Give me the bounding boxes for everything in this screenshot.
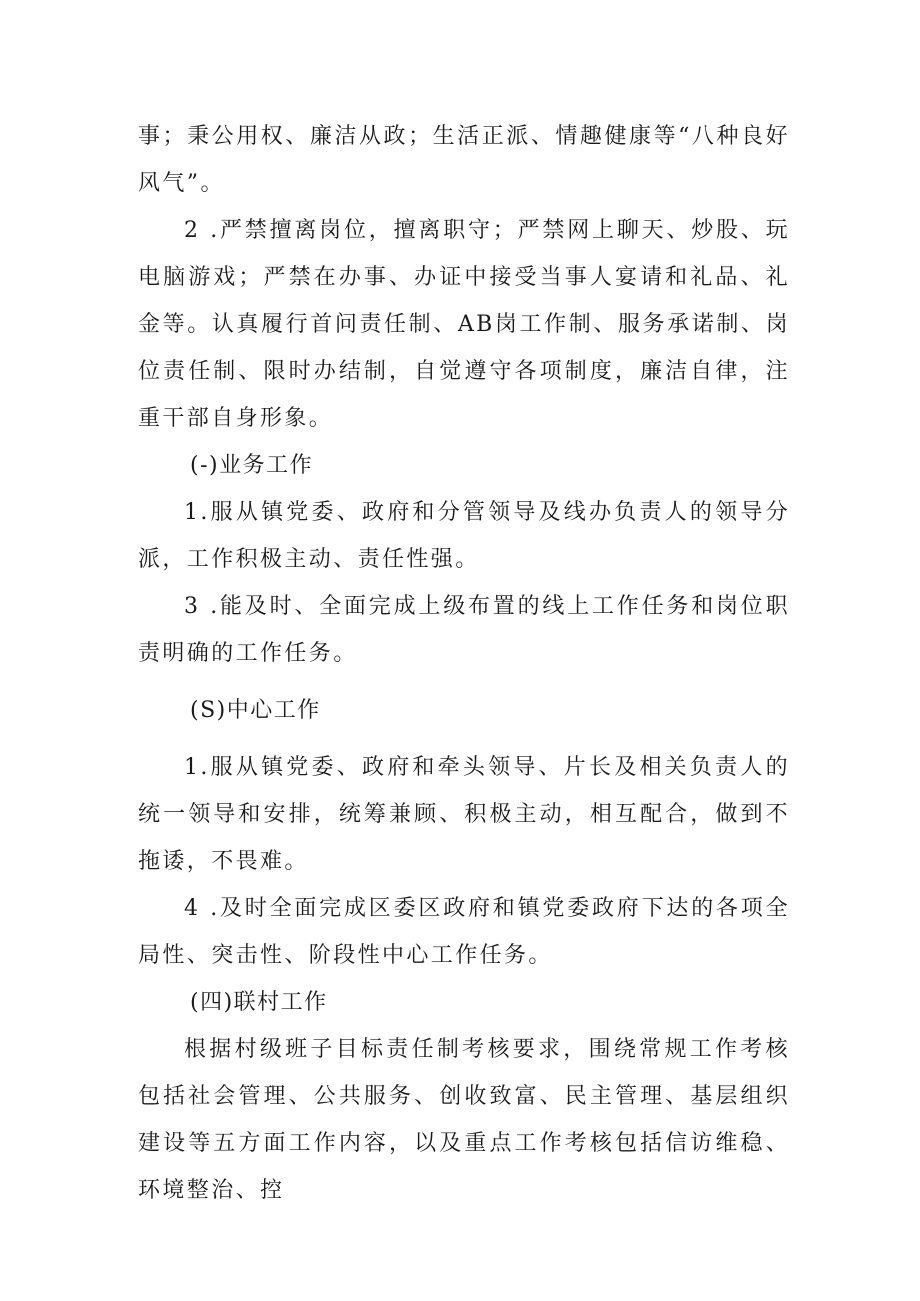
paragraph-discipline-rules: 2 .严禁擅离岗位，擅离职守；严禁网上聊天、炒股、玩电脑游戏；严禁在办事、办证中接受当事人宴请和礼品、礼金等。认真履行首问责任制、AB岗工作制、服务承诺制、岗位责任制、限时办结制，自觉遵守各项制度，廉洁自律，注重干部自身形象。 <box>138 218 790 431</box>
paragraph-business-3: 3 .能及时、全面完成上级布置的线上工作任务和岗位职责明确的工作任务。 <box>138 594 790 666</box>
document-page <box>138 113 790 1214</box>
heading-business-work: (-)业务工作 <box>190 453 314 478</box>
paragraph-central-4: 4 .及时全面完成区委区政府和镇党委政府下达的各项全局性、突击性、阶段性中心工作任务。 <box>138 896 790 968</box>
paragraph-central-1: 1.服从镇党委、政府和牵头领导、片长及相关负责人的统一领导和安排，统筹兼顾、积极主动，相互配合，做到不拖诿，不畏难。 <box>138 755 790 874</box>
heading-village-work: (四)联村工作 <box>190 990 328 1015</box>
paragraph-good-conduct: 事；秉公用权、廉洁从政；生活正派、情趣健康等“八种良好风气”。 <box>138 124 790 196</box>
paragraph-business-1: 1.服从镇党委、政府和分管领导及线办负责人的领导分派，工作积极主动、责任性强。 <box>138 500 790 572</box>
paragraph-village-assessment: 根据村级班子目标责任制考核要求，围绕常规工作考核包括社会管理、公共服务、创收致富、民主管理、基层组织建设等五方面工作内容，以及重点工作考核包括信访维稳、环境整治、控 <box>138 1037 790 1203</box>
heading-central-work: (S)中心工作 <box>190 698 321 723</box>
